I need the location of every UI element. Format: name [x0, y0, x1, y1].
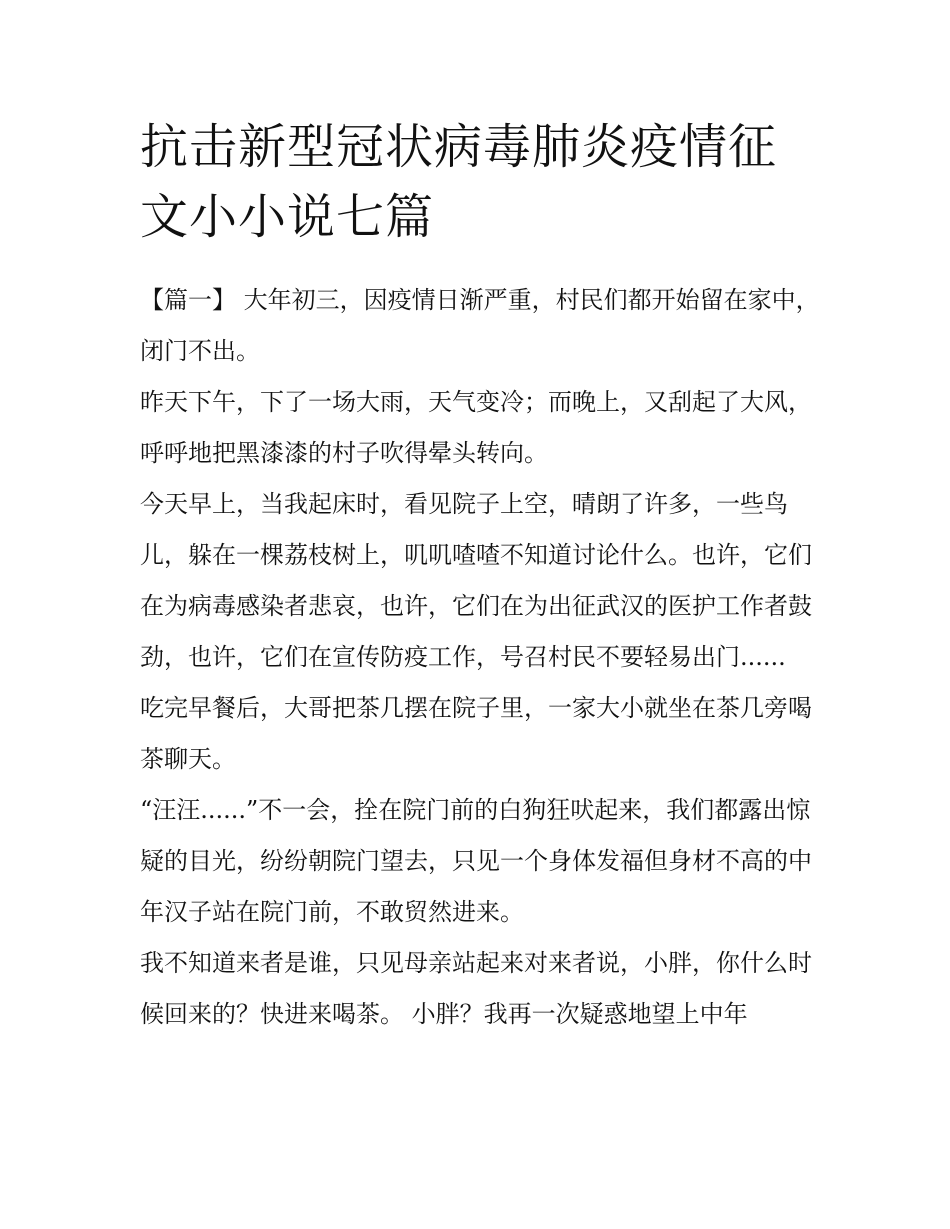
paragraph-2: 昨天下午，下了一场大雨，天气变冷；而晚上，又刮起了大风，呼呼地把黑漆漆的村子吹得晕头转向。: [140, 388, 812, 467]
paragraph-1: 【篇一】 大年初三，因疫情日渐严重，村民们都开始留在家中，闭门不出。: [140, 286, 820, 365]
paragraph-4: 吃完早餐后，大哥把茶几摆在院子里，一家大小就坐在茶几旁喝茶聊天。: [140, 694, 812, 773]
paragraph-5: “汪汪......”不一会，拴在院门前的白狗狂吠起来，我们都露出惊疑的目光，纷纷朝院门望去，只见一个身体发福但身材不高的中年汉子站在院门前，不敢贸然进来。: [140, 796, 812, 926]
document-title: 抗击新型冠状病毒肺炎疫情征文小小说七篇: [140, 119, 778, 245]
document-body: [140, 275, 820, 1040]
paragraph-3: 今天早上，当我起床时，看见院子上空，晴朗了许多，一些鸟儿，躲在一棵荔枝树上，叽叽喳喳不知道讨论什么。也许，它们在为病毒感染者悲哀，也许，它们在为出征武汉的医护工作者鼓劲，也许，它们在宣传防疫工作，号召村民不要轻易出门......: [140, 490, 812, 671]
paragraph-6: 我不知道来者是谁，只见母亲站起来对来者说，小胖，你什么时候回来的？快进来喝茶。 小胖？我再一次疑惑地望上中年: [140, 949, 812, 1028]
